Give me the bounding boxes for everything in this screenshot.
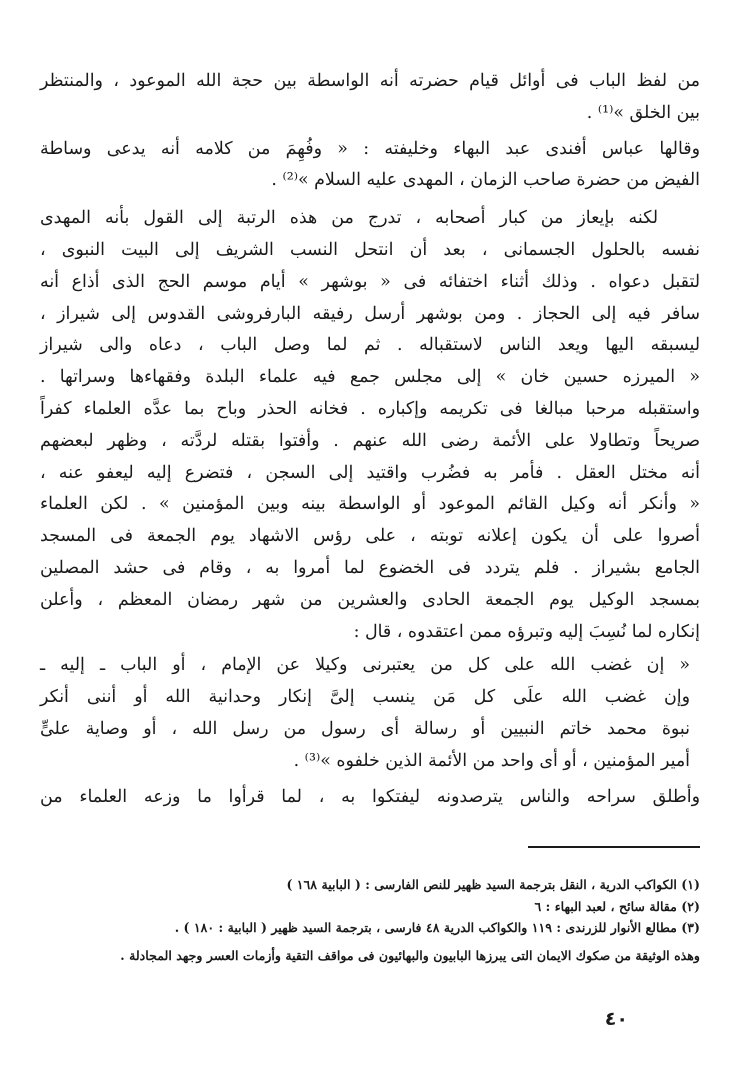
text-line: إنكاره لما نُسِبَ إليه وتبرؤه ممن اعتقدوه ، قال :	[353, 621, 700, 642]
text-line: وأطلق سراحه والناس يترصدونه ليفتكوا به ، لما قرأوا ما وزعه العلماء من	[40, 786, 700, 807]
text-line: من لفظ الباب فى أوائل قيام حضرته أنه الواسطة بين حجة الله الموعود ، والمنتظر	[40, 71, 700, 91]
text-line: الجامع بشيراز . فلم يتردد فى الخضوع لما أمروا به ، وقام فى حشد المصلين	[40, 557, 700, 578]
quote-line: نبوة محمد خاتم النبيين أو رسالة أى رسول من رسل الله ، أو وصاية علىٍّ	[40, 718, 690, 739]
text-line: « وأنكر أنه وكيل القائم الموعود أو الواسطة بينه وبين المؤمنين » . لكن العلماء	[40, 494, 700, 515]
text-line: ليسبقه اليها ويعد الناس لاستقباله . ثم لما وصل الباب ، دعاه والى شيراز	[40, 335, 700, 356]
text-line: لتقبل دعواه . وذلك أثناء اختفائه فى « بوشهر » أيام موسم الحج الذى أذاع أنه	[40, 271, 700, 292]
text-line: الفيض من حضرة صاحب الزمان ، المهدى عليه السلام »⁽²⁾ .	[271, 170, 700, 191]
footnote-1: (١) الكواكب الدرية ، النقل بترجمة السيد ظهير للنص الفارسى : ( البابية ١٦٨ )	[286, 877, 700, 892]
paragraph-4	[40, 782, 700, 814]
body-text	[40, 66, 700, 813]
text-line: صريحاً وتطاولا على الأئمة رضى الله عنهم . وأفتوا بقتله لردَّته ، وظهر لبعضهم	[40, 430, 700, 451]
text-line: وقالها عباس أفندى عبد البهاء وخليفته : « وفُهِمَ من كلامه أنه يدعى وساطة	[40, 138, 700, 159]
footnotes	[40, 874, 700, 966]
text-line: نفسه بالحلول الجسمانى ، بعد أن انتحل النسب الشريف إلى البيت النبوى ،	[40, 239, 700, 260]
paragraph-1	[40, 66, 700, 130]
footnote-note: وهذه الوثيقة من صكوك الايمان التى يبرزها البابيون والبهائيون فى مواقف التقية وأزمات العسر وجهد المجادلة .	[120, 947, 700, 963]
book-page	[40, 66, 700, 1066]
text-line: سافر فيه إلى الحجاز . ومن بوشهر أرسل رفيقه البارفروشى القدوس إلى شيراز ،	[40, 303, 700, 324]
text-line: أنه مختل العقل . فأمر به فضُرب واقتيد إلى السجن ، فتضرع إليه ليعفو عنه ،	[40, 462, 700, 483]
text-line: بمسجد الوكيل يوم الجمعة الحادى والعشرين من شهر رمضان المعظم ، وأعلن	[40, 589, 700, 610]
page-number: ٤٠	[604, 1008, 628, 1030]
text-line: « الميرزه حسين خان » إلى مجلس جمع فيه علماء البلدة وفقهاءها وسراتها .	[40, 367, 700, 388]
quote-line: أمير المؤمنين ، أو أى واحد من الأئمة الذين خلفوه »⁽³⁾ .	[293, 750, 690, 771]
text-line: لكنه بإيعاز من كبار أصحابه ، تدرج من هذه الرتبة إلى القول بأنه المهدى	[40, 208, 658, 229]
footnote-3: (٣) مطالع الأنوار للزرندى : ١١٩ والكواكب الدرية ٤٨ فارسى ، بترجمة السيد ظهير ( البابية : ١٨٠ ) .	[174, 920, 700, 936]
footnote-divider	[528, 846, 700, 848]
paragraph-2	[40, 134, 700, 198]
text-line: واستقبله مرحبا مبالغا فى تكريمه وإكباره . فخانه الحذر وباح بما عدَّه العلماء كفراً	[40, 398, 700, 419]
quote-line: وإن غضب الله علَى كل مَن ينسب إلىَّ إنكار وحدانية الله أو أننى أنكر	[40, 687, 690, 708]
footnote-2: (٢) مقالة سائح ، لعبد البهاء : ٦	[534, 898, 700, 914]
quote-line: « إن غضب الله على كل من يعتبرنى وكيلا عن الإمام ، أو الباب ـ إليه ـ	[40, 655, 690, 676]
text-line: أصروا على أن يكون إعلانه توبته ، على رؤس الاشهاد يوم الجمعة فى المسجد	[40, 526, 700, 547]
text-line: بين الخلق »⁽¹⁾ .	[586, 102, 700, 123]
paragraph-3	[40, 203, 700, 648]
quoted-statement	[40, 650, 700, 777]
